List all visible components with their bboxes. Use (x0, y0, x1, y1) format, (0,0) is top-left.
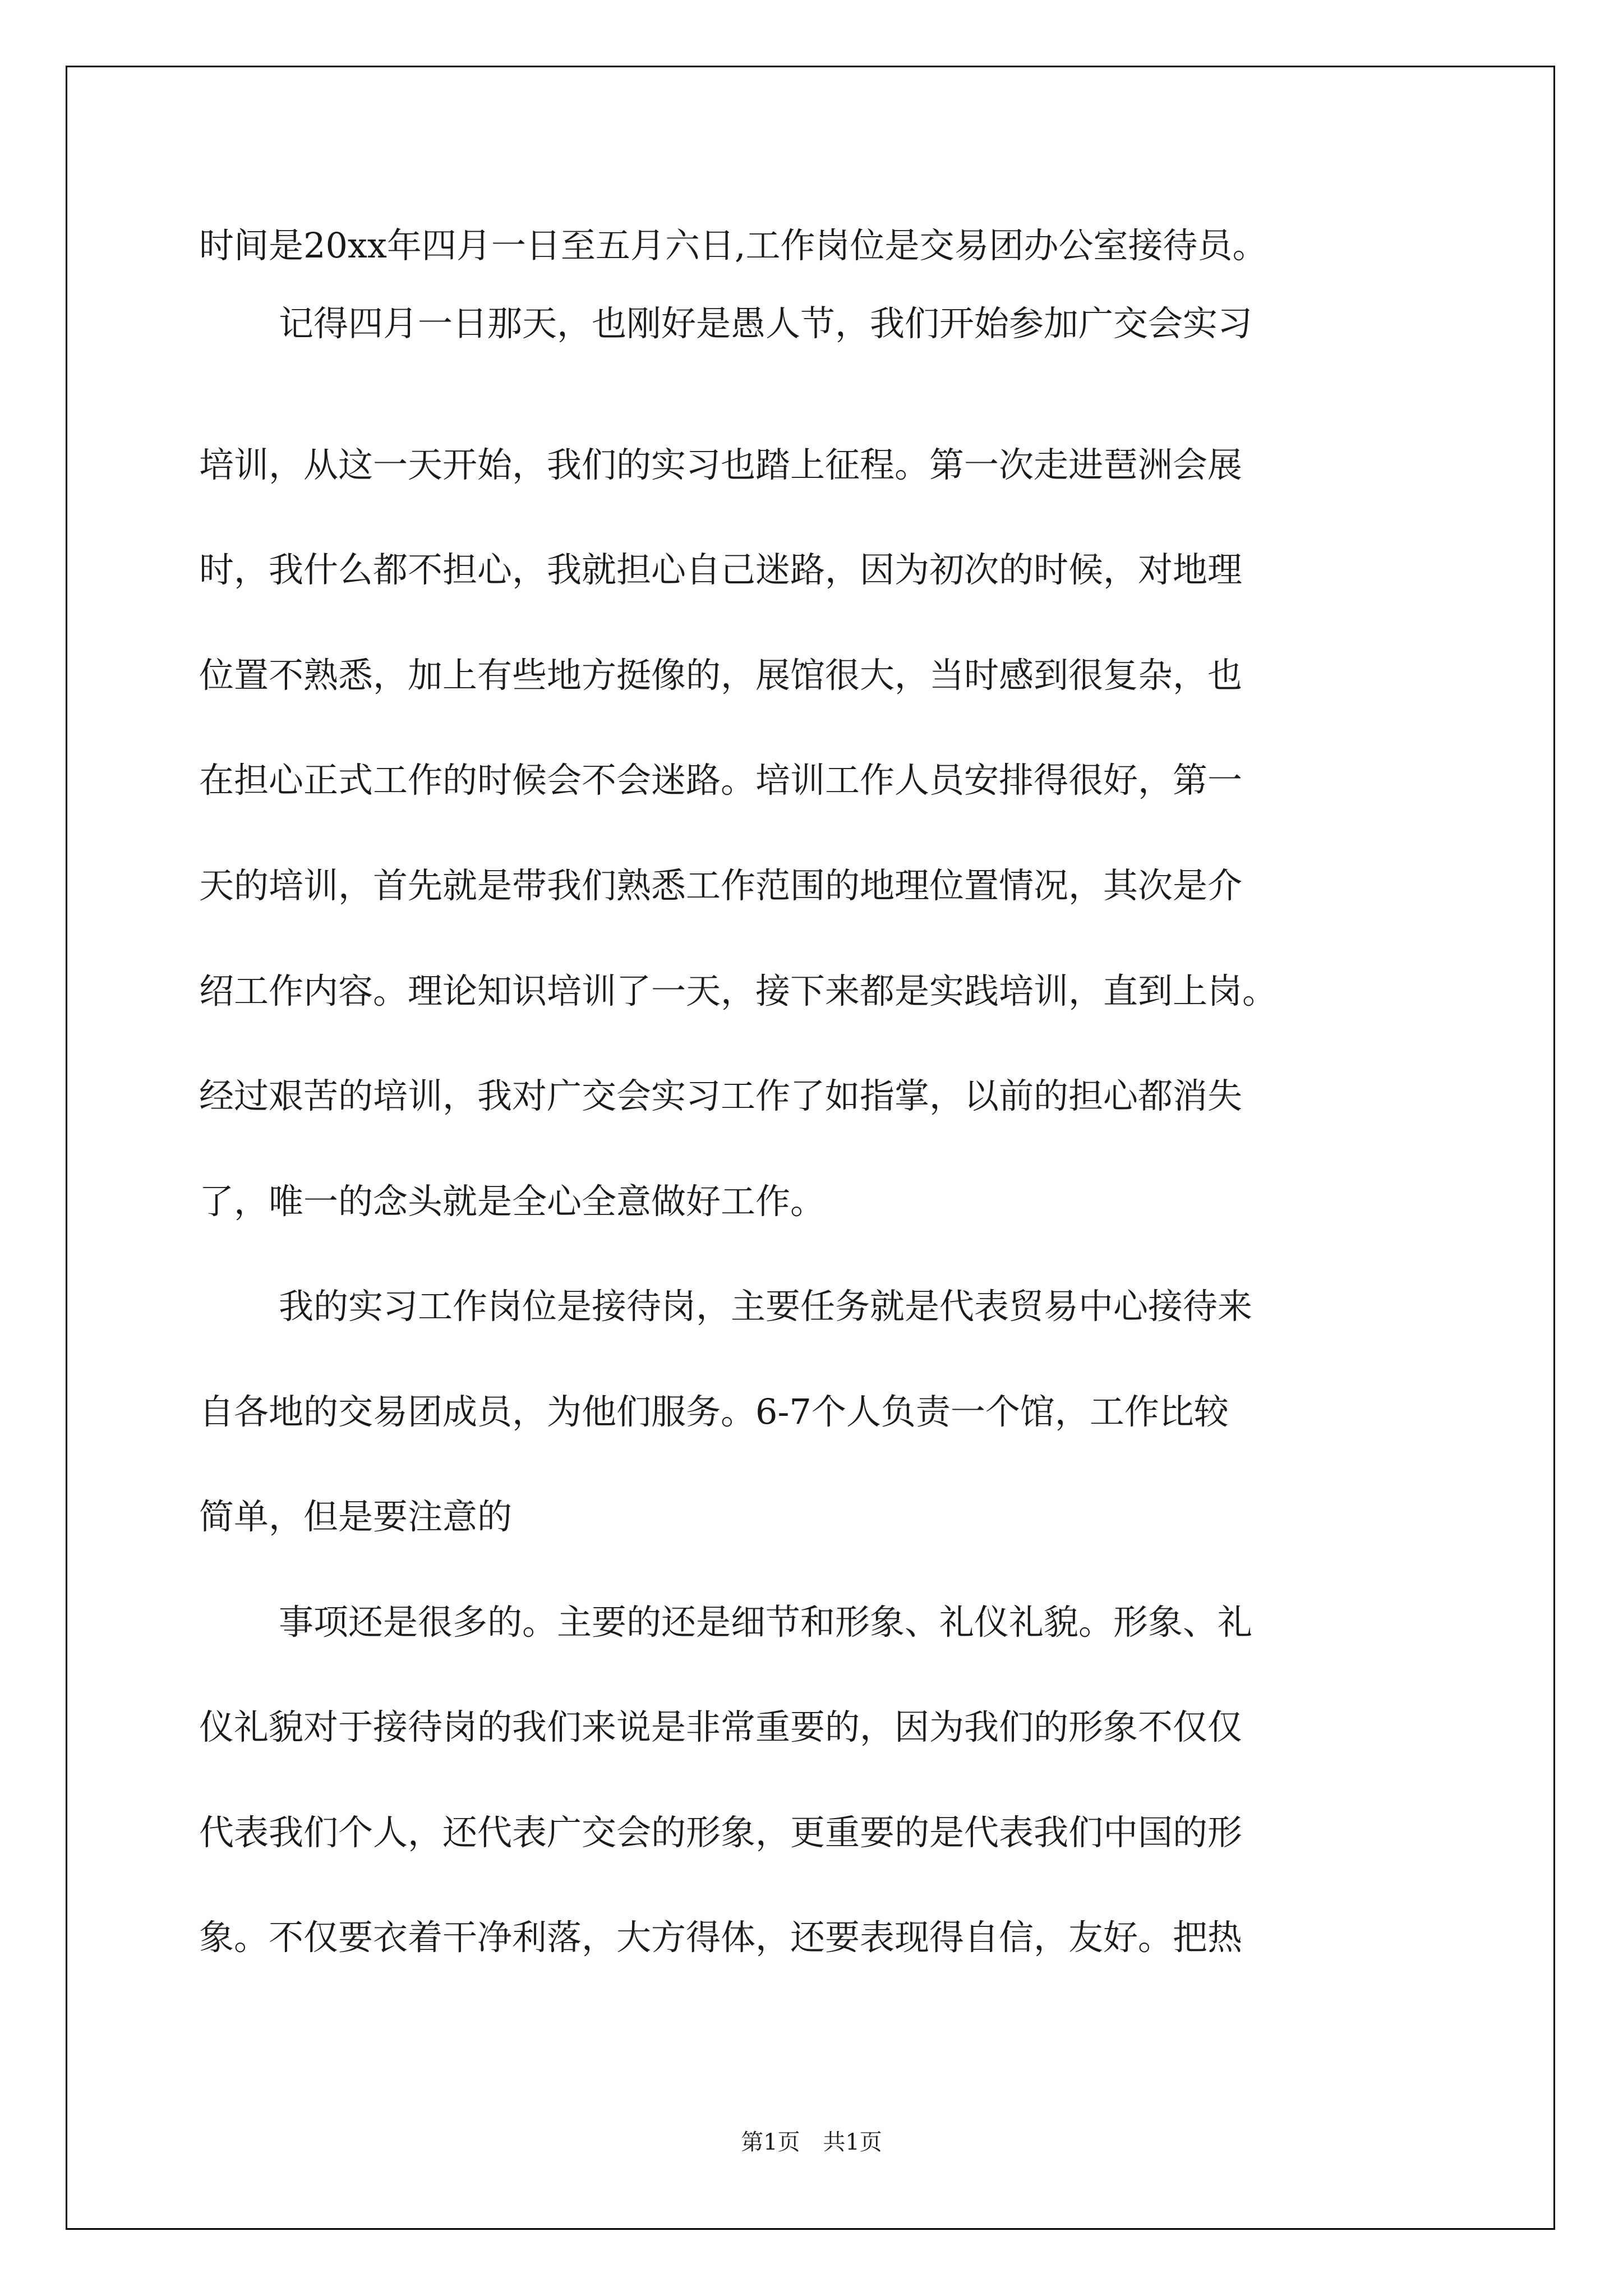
page-border (66, 66, 1555, 2230)
text-line: 简单，但是要注意的 (199, 1496, 513, 1537)
text-line: 培训，从这一天开始，我们的实习也踏上征程。第一次走进琶洲会展 (199, 444, 1243, 485)
text-line: 天的培训，首先就是带我们熟悉工作范围的地理位置情况，其次是介 (199, 865, 1243, 906)
paragraph-first-line: 事项还是很多的。主要的还是细节和形象、礼仪礼貌。形象、礼 (279, 1602, 1253, 1642)
page-footer (0, 2124, 1623, 2156)
paragraph-first-line: 我的实习工作岗位是接待岗，主要任务就是代表贸易中心接待来 (279, 1286, 1253, 1327)
text-line: 在担心正式工作的时候会不会迷路。培训工作人员安排得很好，第一 (199, 760, 1243, 800)
text-line: 象。不仅要衣着干净利落，大方得体，还要表现得自信，友好。把热 (199, 1917, 1243, 1958)
text-line: 仪礼貌对于接待岗的我们来说是非常重要的，因为我们的形象不仅仅 (199, 1706, 1243, 1747)
text-line: 时间是20xx年四月一日至五月六日,工作岗位是交易团办公室接待员。 (199, 225, 1267, 266)
text-line: 位置不熟悉，加上有些地方挺像的，展馆很大，当时感到很复杂，也 (199, 655, 1243, 696)
page-number: 第1页 (741, 2129, 800, 2155)
text-line: 时，我什么都不担心，我就担心自己迷路，因为初次的时候，对地理 (199, 549, 1243, 590)
text-line: 了，唯一的念头就是全心全意做好工作。 (199, 1181, 826, 1222)
paragraph-first-line: 记得四月一日那天，也刚好是愚人节，我们开始参加广交会实习 (279, 303, 1253, 344)
page-total: 共1页 (823, 2129, 882, 2155)
text-line: 代表我们个人，还代表广交会的形象，更重要的是代表我们中国的形 (199, 1812, 1243, 1853)
text-line: 自各地的交易团成员，为他们服务。6-7个人负责一个馆，工作比较 (199, 1391, 1229, 1432)
text-line: 绍工作内容。理论知识培训了一天，接下来都是实践培训，直到上岗。 (199, 970, 1278, 1011)
text-line: 经过艰苦的培训，我对广交会实习工作了如指掌，以前的担心都消失 (199, 1075, 1243, 1116)
